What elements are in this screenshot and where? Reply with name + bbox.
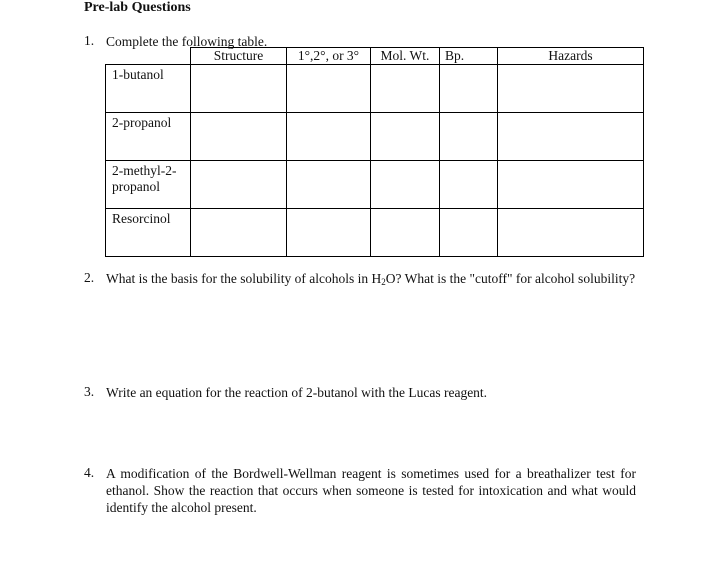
table-row <box>106 209 644 257</box>
answer-cell[interactable] <box>371 65 440 113</box>
row-compound-label: Resorcinol <box>106 209 191 257</box>
answer-cell[interactable] <box>498 113 644 161</box>
row-compound-label: 1-butanol <box>106 65 191 113</box>
table-row <box>106 113 644 161</box>
table-header-row <box>106 48 644 65</box>
question-2-text <box>106 270 636 287</box>
answer-cell[interactable] <box>371 209 440 257</box>
answer-cell[interactable] <box>287 65 371 113</box>
answer-cell[interactable] <box>440 113 498 161</box>
row-compound-label: 2-propanol <box>106 113 191 161</box>
question-3-text: Write an equation for the reaction of 2-butanol with the Lucas reagent. <box>106 385 488 400</box>
answer-cell[interactable] <box>440 161 498 209</box>
row-compound-label: 2-methyl-2-propanol <box>106 161 191 209</box>
answer-cell[interactable] <box>287 113 371 161</box>
question-2-number: 2. <box>84 270 95 285</box>
answer-cell[interactable] <box>191 161 287 209</box>
answer-cell[interactable] <box>440 65 498 113</box>
subscript-2: 2 <box>381 277 386 287</box>
header-mol-wt: Mol. Wt. <box>371 48 440 65</box>
page-title: Pre-lab Questions <box>84 0 191 15</box>
answer-cell[interactable] <box>440 209 498 257</box>
header-hazards: Hazards <box>498 48 644 65</box>
table-row <box>106 161 644 209</box>
question-4-number: 4. <box>84 465 95 480</box>
answer-cell[interactable] <box>498 65 644 113</box>
question-1-number: 1. <box>84 33 95 48</box>
answer-cell[interactable] <box>371 161 440 209</box>
question-1-text: Complete the following table. <box>106 34 268 49</box>
answer-cell[interactable] <box>191 209 287 257</box>
answer-cell[interactable] <box>498 209 644 257</box>
question-2-text-part1: What is the basis for the solubility of alcohols in H <box>106 271 382 286</box>
header-structure: Structure <box>191 48 287 65</box>
answer-cell[interactable] <box>287 209 371 257</box>
question-4-text: A modification of the Bordwell-Wellman reagent is sometimes used for a breathalizer test for ethanol. Show the reaction that occurs when someone is tested for intoxication and what would identify the alcohol present. <box>106 466 636 515</box>
table-corner-cell <box>106 48 191 65</box>
answer-cell[interactable] <box>191 113 287 161</box>
answer-cell[interactable] <box>287 161 371 209</box>
answer-cell[interactable] <box>371 113 440 161</box>
question-3-number: 3. <box>84 384 95 399</box>
answer-cell[interactable] <box>191 65 287 113</box>
answer-cell[interactable] <box>498 161 644 209</box>
prelab-table <box>105 47 644 257</box>
header-degree: 1°,2°, or 3° <box>287 48 371 65</box>
table-row <box>106 65 644 113</box>
question-2-text-part2: O? What is the "cutoff" for alcohol solubility? <box>385 271 636 286</box>
header-bp: Bp. <box>440 48 498 65</box>
